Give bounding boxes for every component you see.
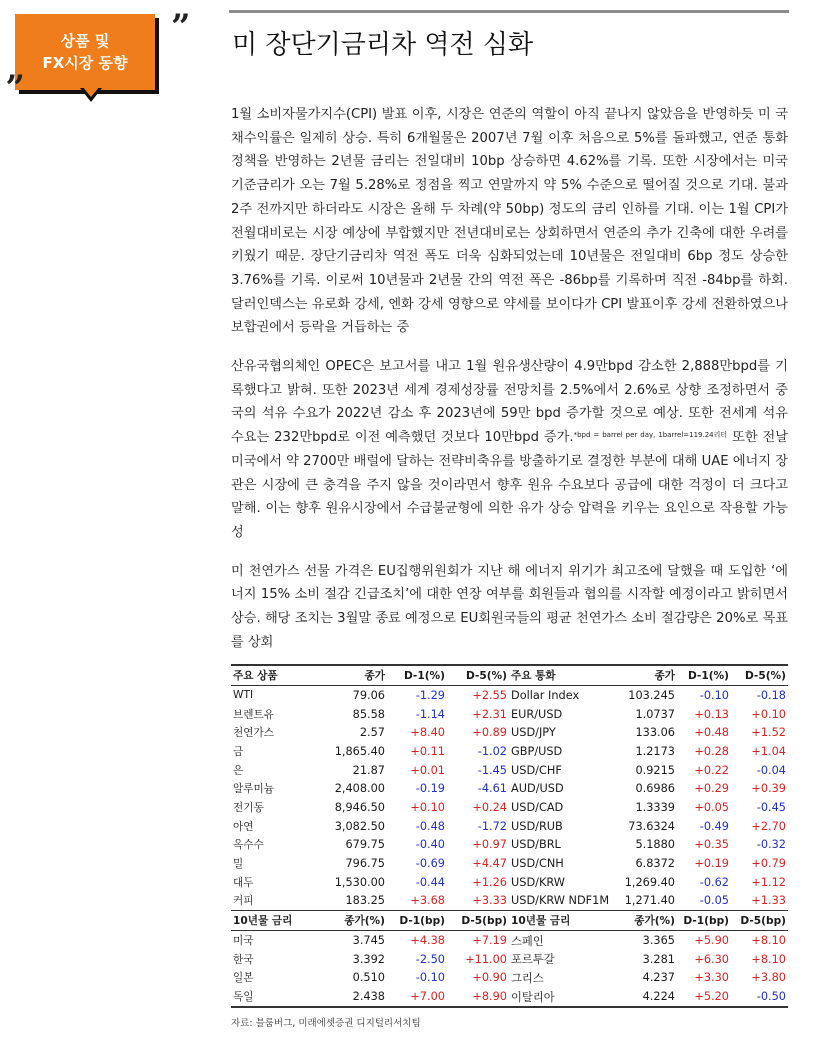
table-header-row (231, 665, 788, 686)
table-row (231, 761, 788, 780)
table-cell: 796.75 (345, 857, 385, 871)
table-cell: -1.45 (477, 763, 507, 777)
table-cell: +7.00 (387, 987, 447, 1007)
table-cell: +0.05 (694, 800, 729, 814)
table-cell: 대두 (233, 876, 254, 889)
table-cell: -0.44 (415, 875, 445, 889)
column-header: D-5(%) (465, 669, 507, 682)
table-cell: 옥수수 (233, 839, 264, 852)
column-header: 주요 통화 (511, 670, 556, 682)
table-cell: +0.90 (472, 971, 507, 985)
table-cell: -2.50 (415, 952, 445, 966)
column-header: 종가(%) (344, 915, 385, 928)
table-cell: -0.10 (699, 688, 729, 702)
table-cell: 3.392 (352, 952, 385, 966)
table-cell: -0.45 (756, 800, 786, 814)
table-cell: 미국 (233, 935, 254, 948)
table-cell: +8.10 (751, 934, 786, 948)
table-cell: 커피 (233, 895, 254, 908)
table-row (231, 892, 788, 911)
table-cell: -1.29 (415, 688, 445, 702)
table-cell: 이탈리아 (509, 987, 609, 1007)
column-header: D-5(%) (744, 669, 786, 682)
paragraph-opec (231, 355, 788, 545)
table-row (231, 873, 788, 892)
table-cell: 2.438 (303, 987, 387, 1007)
table-cell: -0.49 (699, 819, 729, 833)
table-cell: 4.224 (609, 987, 677, 1007)
section-badge (15, 14, 155, 90)
table-cell: 독일 (231, 987, 303, 1007)
paragraph-natural-gas: 미 천연가스 선물 가격은 EU집행위원회가 지난 해 에너지 위기가 최고조에 달했을 때 도입한 ‘에너지 15% 소비 절감 긴급조치’에 대한 연장 여부를 회원들과 협의를 시작할 예정이라고 밝히면서 상승. 해당 조치는 3월말 종료 예정으로 EU회원국들의 평균 천연가스 소비 절감량은 20%로 목표를 상회 (231, 563, 788, 650)
table-cell: +0.89 (472, 726, 507, 740)
table-cell: 알루미늄 (233, 783, 274, 796)
table-cell: 천연가스 (233, 727, 274, 740)
column-header: 종가 (654, 670, 675, 682)
table-cell: +6.30 (694, 952, 729, 966)
table-cell: 79.06 (352, 688, 385, 702)
table-cell: +8.40 (410, 726, 445, 740)
table-cell: +11.00 (465, 952, 507, 966)
page-title: 미 장단기금리차 역전 심화 (232, 30, 534, 60)
table-cell: -0.19 (415, 782, 445, 796)
table-cell: +3.30 (694, 971, 729, 985)
table-cell: +0.39 (751, 782, 786, 796)
table-cell: +0.24 (472, 800, 507, 814)
table-cell: +0.79 (751, 857, 786, 871)
table-cell: Dollar Index (511, 688, 580, 702)
table-cell: -0.69 (415, 857, 445, 871)
table-cell: USD/KRW NDF1M (511, 894, 610, 908)
column-header: 주요 상품 (233, 670, 278, 682)
table-cell: 1,865.40 (334, 744, 385, 758)
table-cell: +2.70 (751, 819, 786, 833)
table-cell: 1,271.40 (624, 894, 675, 908)
table-cell: 3.365 (642, 934, 675, 948)
table-cell: USD/CAD (511, 800, 564, 814)
table-cell: 1.0737 (635, 707, 675, 721)
paragraph-opec-part1: 산유국협의체인 OPEC은 보고서를 내고 1월 원유생산량이 4.9만bpd 감소한 2,888만bpd를 기록했다고 밝혀. 또한 2023년 세계 경제성장률 전망치를 2.5%에서 2.6%로 상향 조정하면서 중국의 석유 수요가 2022년 감소 후 2023년에 59만 bpd 증가할 것으로 예상. 또한 전세계 석유 수요는 232만bpd로 이전 예측했던 것보다 10만bpd 증가. (231, 359, 788, 446)
table-cell: +5.20 (677, 987, 731, 1007)
table-cell: -0.18 (756, 688, 786, 702)
table-row (231, 686, 788, 705)
table-row (231, 723, 788, 742)
table-row (231, 742, 788, 761)
table-cell: +0.97 (472, 838, 507, 852)
table-row (231, 817, 788, 836)
table-cell: -1.02 (477, 744, 507, 758)
table-cell: -0.32 (756, 838, 786, 852)
table-cell: +0.29 (694, 782, 729, 796)
table-row (231, 798, 788, 817)
table-cell: +2.31 (472, 707, 507, 721)
table-cell: -0.05 (699, 894, 729, 908)
column-header: D-1(bp) (683, 914, 729, 927)
table-cell: +4.38 (410, 934, 445, 948)
paragraph-cpi: 1월 소비자물가지수(CPI) 발표 이후, 시장은 연준의 역할이 아직 끝나지 않았음을 반영하듯 미 국채수익률은 일제히 상승. 특히 6개월물은 2007년 7월 이후 처음으로 5%를 돌파했고, 연준 통화 정책을 반영하는 2년물 금리는 전일대비 10bp 상승하면 4.62%를 기록. 또한 시장에서는 미국 기준금리가 오는 7월 5.28%로 정점을 찍고 연말까지 약 5% 수준으로 떨어질 것으로 기대. 불과 2주 전까지만 하더라도 시장은 올해 두 차례(약 50bp) 정도의 금리 인하를 기대. 이는 1월 CPI가 전월대비로는 시장 예상에 부합했지만 전년대비로는 상회하면서 연준의 추가 긴축에 대한 우려를 키웠기 때문. 장단기금리차 역전 폭도 더욱 심화되었는데 10년물은 전일대비 6bp 정도 상승한 3.76%를 기록. 이로써 10년물과 2년물 간의 역전 폭은 -86bp를 기록하며 직전 -84bp를 하회. 달러인덱스는 유로화 강세, 엔화 강세 영향으로 약세를 보이다가 CPI 발표이후 강세 전환하였으나 보합권에서 등락을 거듭하는 중 (231, 107, 788, 336)
table-cell: +0.19 (694, 857, 729, 871)
table-cell: -0.50 (731, 987, 788, 1007)
table-cell: 은 (233, 764, 244, 777)
table-cell: +2.55 (472, 688, 507, 702)
table-cell: GBP/USD (511, 744, 563, 758)
rate-row (231, 987, 788, 1007)
table-cell: +1.52 (751, 726, 786, 740)
table-cell: 일본 (233, 972, 254, 985)
column-header: D-1(bp) (399, 914, 445, 927)
table-cell: +7.19 (472, 934, 507, 948)
table-cell: 전기동 (233, 801, 264, 814)
paragraph-opec-part2: 또한 전날 미국에서 약 2700만 배럴에 달하는 전략비축유를 방출하기로 결정한 부분에 대해 UAE 에너지 장관은 시장에 큰 충격을 주지 않을 것이라면서 향후 원유 수요보다 공급에 대한 걱정이 더 크다고 말해. 이는 향후 원유시장에서 수급불균형에 의한 유가 상승 압력을 키우는 요인으로 작용할 가능성 (231, 430, 788, 540)
table-cell: +1.33 (751, 894, 786, 908)
table-cell: 0.510 (352, 971, 385, 985)
table-cell: 금 (233, 745, 244, 758)
table-cell: USD/KRW (511, 875, 565, 889)
badge-line-1: 상품 및 (60, 32, 110, 50)
column-header: D-5(bp) (740, 914, 786, 927)
table-cell: +0.35 (694, 838, 729, 852)
quote-open-mark: „ (6, 49, 26, 89)
quote-close-mark: ” (171, 7, 191, 47)
table-row (231, 854, 788, 873)
table-cell: -4.61 (477, 782, 507, 796)
table-cell: 6.8372 (635, 857, 675, 871)
table-cell: 679.75 (345, 838, 385, 852)
table-cell: 한국 (233, 953, 254, 966)
market-table-wrapper (231, 664, 788, 1008)
article-body (231, 103, 788, 669)
market-table (231, 664, 788, 1008)
table-cell: 5.1880 (635, 838, 675, 852)
rate-row (231, 950, 788, 969)
table-row (231, 705, 788, 724)
rate-row (231, 931, 788, 950)
table-cell: +0.10 (751, 707, 786, 721)
table-cell: -0.10 (415, 971, 445, 985)
column-header: 10년물 금리 (511, 915, 571, 928)
table-cell: +0.13 (694, 707, 729, 721)
column-header: D-1(%) (403, 669, 445, 682)
table-cell: +3.68 (410, 894, 445, 908)
table-cell: +1.04 (751, 744, 786, 758)
table-cell: USD/RUB (511, 819, 563, 833)
table-cell: +5.90 (694, 934, 729, 948)
table-cell: 그리스 (511, 971, 544, 985)
table-cell: 1,269.40 (624, 875, 675, 889)
table-cell: 스페인 (511, 934, 544, 948)
table-cell: 2.57 (359, 726, 385, 740)
table-cell: 브렌트유 (233, 708, 274, 721)
table-cell: 0.6986 (635, 782, 675, 796)
table-cell: USD/BRL (511, 838, 561, 852)
table-cell: USD/CNH (511, 857, 564, 871)
table-cell: 183.25 (345, 894, 385, 908)
table-row (231, 836, 788, 855)
header-rule (229, 10, 789, 13)
table-cell: +1.12 (751, 875, 786, 889)
table-cell: 3,082.50 (334, 819, 385, 833)
table-cell: -1.14 (415, 707, 445, 721)
table-row (231, 779, 788, 798)
table-cell: 1.2173 (635, 744, 675, 758)
table-cell: AUD/USD (511, 782, 564, 796)
table-cell: +0.22 (694, 763, 729, 777)
bpd-footnote: *bpd = barrel per day, 1barrel=119.24리터 (573, 431, 728, 440)
table-cell: +3.33 (472, 894, 507, 908)
table-cell: 8,946.50 (334, 800, 385, 814)
rate-row (231, 969, 788, 988)
table-cell: 1,530.00 (334, 875, 385, 889)
table-cell: +0.11 (410, 744, 445, 758)
table-cell: +0.28 (694, 744, 729, 758)
rate-header-row (231, 911, 788, 931)
column-header: 종가 (364, 670, 385, 682)
table-cell: +4.47 (472, 857, 507, 871)
table-cell: 21.87 (352, 763, 385, 777)
table-cell: USD/JPY (511, 726, 556, 740)
table-cell: -0.48 (415, 819, 445, 833)
table-cell: -0.04 (756, 763, 786, 777)
column-header: D-5(bp) (461, 914, 507, 927)
table-cell: 103.245 (628, 688, 675, 702)
table-cell: +8.90 (447, 987, 509, 1007)
table-cell: 85.58 (352, 707, 385, 721)
table-cell: -0.62 (699, 875, 729, 889)
badge-line-2: FX시장 동향 (42, 54, 128, 72)
table-cell: +0.48 (694, 726, 729, 740)
table-cell: 3.281 (642, 952, 675, 966)
table-cell: 4.237 (642, 971, 675, 985)
table-cell: WTI (233, 689, 254, 702)
table-cell: 2,408.00 (334, 782, 385, 796)
table-cell: -1.72 (477, 819, 507, 833)
table-cell: 3.745 (352, 934, 385, 948)
badge-tail (82, 86, 100, 97)
table-cell: 1.3339 (635, 800, 675, 814)
table-cell: EUR/USD (511, 707, 563, 721)
column-header: 종가(%) (634, 915, 675, 928)
table-cell: 73.6324 (628, 819, 675, 833)
column-header: D-1(%) (687, 669, 729, 682)
column-header: 10년물 금리 (233, 915, 293, 928)
table-cell: -0.40 (415, 838, 445, 852)
table-cell: 아연 (233, 820, 254, 833)
table-cell: +8.10 (751, 952, 786, 966)
table-cell: 133.06 (635, 726, 675, 740)
source-note: 자료: 블룸버그, 미래에셋증권 디지털리서치팀 (231, 1018, 421, 1029)
table-cell: +1.26 (472, 875, 507, 889)
table-cell: +0.10 (410, 800, 445, 814)
table-cell: 밀 (233, 858, 244, 871)
table-cell: USD/CHF (511, 763, 562, 777)
table-cell: 0.9215 (635, 763, 675, 777)
table-cell: +0.01 (410, 763, 445, 777)
table-cell: +3.80 (751, 971, 786, 985)
table-cell: 포르투갈 (511, 953, 555, 967)
